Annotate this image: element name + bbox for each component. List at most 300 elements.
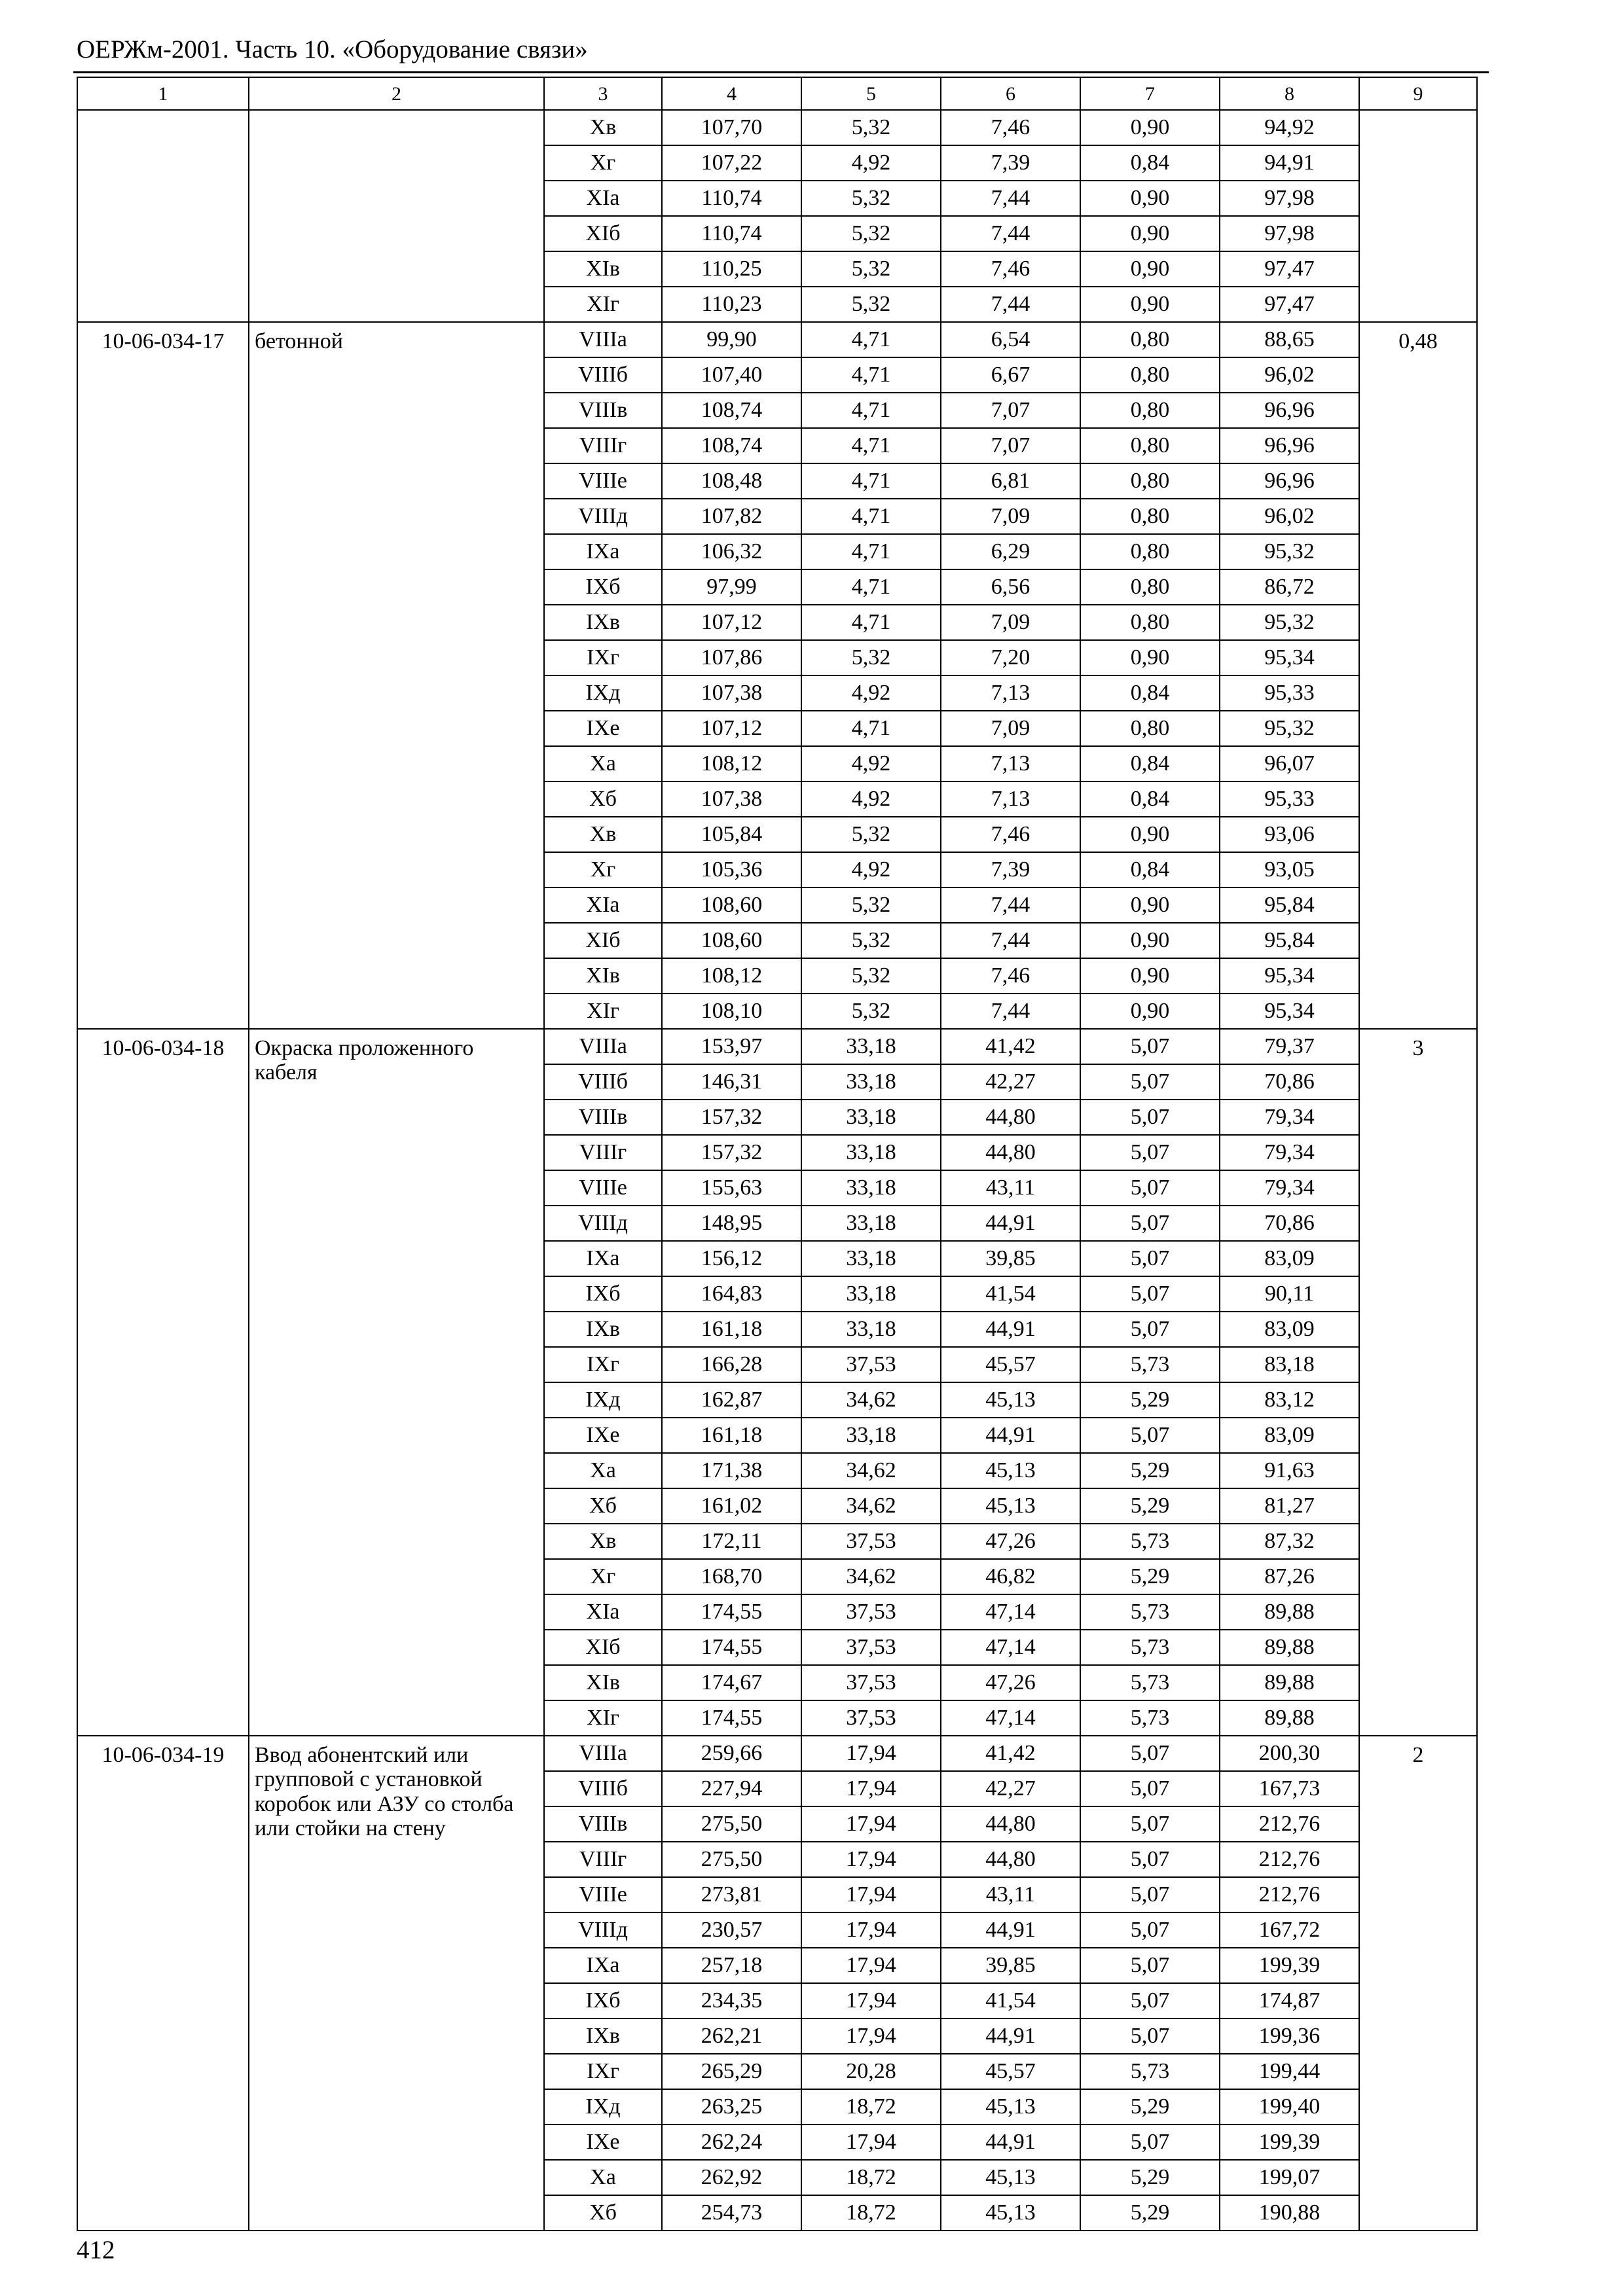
materials-cell: 87,32: [1220, 1524, 1359, 1559]
machinist-wages-cell: 0,80: [1080, 393, 1220, 428]
wages-cell: 4,71: [801, 605, 941, 640]
machine-cost-cell: 7,46: [941, 817, 1080, 852]
total-cost-cell: 108,48: [662, 463, 801, 499]
region-cell: VIIIг: [544, 428, 662, 463]
machine-cost-cell: 41,42: [941, 1029, 1080, 1064]
region-cell: VIIIв: [544, 393, 662, 428]
materials-cell: 90,11: [1220, 1276, 1359, 1312]
materials-cell: 95,34: [1220, 640, 1359, 675]
column-header: 6: [941, 77, 1080, 110]
total-cost-cell: 146,31: [662, 1064, 801, 1100]
total-cost-cell: 162,87: [662, 1382, 801, 1418]
machinist-wages-cell: 0,90: [1080, 251, 1220, 287]
machinist-wages-cell: 5,07: [1080, 1100, 1220, 1135]
column-header: 5: [801, 77, 941, 110]
materials-cell: 199,07: [1220, 2160, 1359, 2195]
materials-cell: 97,98: [1220, 216, 1359, 251]
region-cell: Xб: [544, 1488, 662, 1524]
materials-cell: 95,84: [1220, 888, 1359, 923]
machine-cost-cell: 6,56: [941, 569, 1080, 605]
machine-cost-cell: 7,07: [941, 393, 1080, 428]
materials-cell: 167,72: [1220, 1912, 1359, 1948]
materials-cell: 212,76: [1220, 1806, 1359, 1842]
machinist-wages-cell: 0,80: [1080, 569, 1220, 605]
total-cost-cell: 161,18: [662, 1312, 801, 1347]
machinist-wages-cell: 5,29: [1080, 1382, 1220, 1418]
work-name-cell: [249, 110, 544, 322]
region-cell: VIIIд: [544, 1206, 662, 1241]
materials-cell: 95,32: [1220, 534, 1359, 569]
machinist-wages-cell: 5,73: [1080, 1347, 1220, 1382]
materials-cell: 83,12: [1220, 1382, 1359, 1418]
materials-cell: 89,88: [1220, 1630, 1359, 1665]
region-cell: IXд: [544, 675, 662, 711]
machine-cost-cell: 41,54: [941, 1983, 1080, 2018]
wages-cell: 33,18: [801, 1312, 941, 1347]
wages-cell: 17,94: [801, 2018, 941, 2054]
materials-cell: 95,33: [1220, 781, 1359, 817]
materials-cell: 96,96: [1220, 463, 1359, 499]
machinist-wages-cell: 0,90: [1080, 110, 1220, 145]
region-cell: XIв: [544, 251, 662, 287]
total-cost-cell: 108,74: [662, 428, 801, 463]
wages-cell: 33,18: [801, 1064, 941, 1100]
wages-cell: 33,18: [801, 1029, 941, 1064]
wages-cell: 4,92: [801, 145, 941, 181]
total-cost-cell: 107,12: [662, 711, 801, 746]
materials-cell: 89,88: [1220, 1700, 1359, 1736]
machine-cost-cell: 7,46: [941, 251, 1080, 287]
total-cost-cell: 174,55: [662, 1700, 801, 1736]
total-cost-cell: 107,38: [662, 781, 801, 817]
wages-cell: 5,32: [801, 181, 941, 216]
machinist-wages-cell: 5,29: [1080, 1559, 1220, 1594]
total-cost-cell: 230,57: [662, 1912, 801, 1948]
region-cell: VIIIа: [544, 322, 662, 357]
total-cost-cell: 265,29: [662, 2054, 801, 2089]
machine-cost-cell: 7,46: [941, 958, 1080, 994]
machinist-wages-cell: 5,29: [1080, 1453, 1220, 1488]
labor-cost-cell: 0,48: [1359, 322, 1477, 1029]
region-cell: Xв: [544, 1524, 662, 1559]
region-cell: IXе: [544, 1418, 662, 1453]
materials-cell: 94,91: [1220, 145, 1359, 181]
wages-cell: 17,94: [801, 1842, 941, 1877]
machinist-wages-cell: 0,80: [1080, 499, 1220, 534]
machine-cost-cell: 7,07: [941, 428, 1080, 463]
machine-cost-cell: 7,20: [941, 640, 1080, 675]
wages-cell: 17,94: [801, 1806, 941, 1842]
machine-cost-cell: 47,14: [941, 1630, 1080, 1665]
total-cost-cell: 108,60: [662, 888, 801, 923]
total-cost-cell: 273,81: [662, 1877, 801, 1912]
machinist-wages-cell: 0,80: [1080, 357, 1220, 393]
machinist-wages-cell: 5,07: [1080, 1029, 1220, 1064]
region-cell: Xа: [544, 746, 662, 781]
region-cell: Xв: [544, 110, 662, 145]
total-cost-cell: 161,18: [662, 1418, 801, 1453]
region-cell: VIIIд: [544, 1912, 662, 1948]
machinist-wages-cell: 5,07: [1080, 2125, 1220, 2160]
materials-cell: 199,39: [1220, 1948, 1359, 1983]
machine-cost-cell: 6,54: [941, 322, 1080, 357]
header-rule: [73, 71, 1489, 73]
machinist-wages-cell: 0,80: [1080, 322, 1220, 357]
machine-cost-cell: 7,44: [941, 287, 1080, 322]
machinist-wages-cell: 0,90: [1080, 640, 1220, 675]
wages-cell: 37,53: [801, 1524, 941, 1559]
wages-cell: 34,62: [801, 1559, 941, 1594]
wages-cell: 5,32: [801, 216, 941, 251]
region-cell: IXе: [544, 711, 662, 746]
machinist-wages-cell: 5,07: [1080, 1206, 1220, 1241]
total-cost-cell: 157,32: [662, 1135, 801, 1170]
wages-cell: 5,32: [801, 110, 941, 145]
wages-cell: 37,53: [801, 1594, 941, 1630]
materials-cell: 200,30: [1220, 1736, 1359, 1771]
table-header: [77, 77, 1477, 110]
total-cost-cell: 262,92: [662, 2160, 801, 2195]
wages-cell: 37,53: [801, 1347, 941, 1382]
machinist-wages-cell: 5,29: [1080, 2195, 1220, 2231]
machinist-wages-cell: 5,07: [1080, 1312, 1220, 1347]
machinist-wages-cell: 5,73: [1080, 1665, 1220, 1700]
materials-cell: 95,33: [1220, 675, 1359, 711]
machinist-wages-cell: 5,07: [1080, 1241, 1220, 1276]
machine-cost-cell: 6,81: [941, 463, 1080, 499]
region-cell: Xа: [544, 2160, 662, 2195]
region-cell: VIIIг: [544, 1135, 662, 1170]
machine-cost-cell: 41,54: [941, 1276, 1080, 1312]
wages-cell: 5,32: [801, 251, 941, 287]
materials-cell: 96,07: [1220, 746, 1359, 781]
machine-cost-cell: 43,11: [941, 1170, 1080, 1206]
materials-cell: 199,40: [1220, 2089, 1359, 2125]
materials-cell: 95,34: [1220, 958, 1359, 994]
page-number: 412: [77, 2236, 115, 2264]
materials-cell: 96,96: [1220, 428, 1359, 463]
region-cell: IXе: [544, 2125, 662, 2160]
wages-cell: 4,71: [801, 499, 941, 534]
machine-cost-cell: 45,13: [941, 2089, 1080, 2125]
wages-cell: 34,62: [801, 1453, 941, 1488]
wages-cell: 17,94: [801, 1736, 941, 1771]
total-cost-cell: 110,25: [662, 251, 801, 287]
machine-cost-cell: 47,26: [941, 1665, 1080, 1700]
materials-cell: 83,09: [1220, 1312, 1359, 1347]
wages-cell: 5,32: [801, 287, 941, 322]
wages-cell: 5,32: [801, 640, 941, 675]
machine-cost-cell: 39,85: [941, 1241, 1080, 1276]
machine-cost-cell: 45,57: [941, 1347, 1080, 1382]
wages-cell: 5,32: [801, 888, 941, 923]
wages-cell: 4,71: [801, 428, 941, 463]
machine-cost-cell: 7,44: [941, 888, 1080, 923]
rates-table: [77, 77, 1478, 2231]
region-cell: VIIIа: [544, 1029, 662, 1064]
table-row: [77, 322, 1477, 357]
total-cost-cell: 263,25: [662, 2089, 801, 2125]
materials-cell: 89,88: [1220, 1665, 1359, 1700]
rate-code-cell: 10-06-034-19: [77, 1736, 249, 2231]
rate-code-cell: 10-06-034-18: [77, 1029, 249, 1736]
materials-cell: 86,72: [1220, 569, 1359, 605]
region-cell: VIIIб: [544, 357, 662, 393]
total-cost-cell: 107,86: [662, 640, 801, 675]
region-cell: VIIIа: [544, 1736, 662, 1771]
materials-cell: 81,27: [1220, 1488, 1359, 1524]
machinist-wages-cell: 5,07: [1080, 1842, 1220, 1877]
region-cell: IXг: [544, 640, 662, 675]
total-cost-cell: 110,23: [662, 287, 801, 322]
machinist-wages-cell: 0,80: [1080, 428, 1220, 463]
table-row: [77, 1029, 1477, 1064]
materials-cell: 79,37: [1220, 1029, 1359, 1064]
wages-cell: 4,71: [801, 393, 941, 428]
total-cost-cell: 107,82: [662, 499, 801, 534]
materials-cell: 97,47: [1220, 251, 1359, 287]
machine-cost-cell: 44,80: [941, 1100, 1080, 1135]
wages-cell: 33,18: [801, 1135, 941, 1170]
wages-cell: 4,92: [801, 781, 941, 817]
region-cell: VIIIв: [544, 1100, 662, 1135]
wages-cell: 17,94: [801, 1912, 941, 1948]
machinist-wages-cell: 5,07: [1080, 1806, 1220, 1842]
materials-cell: 97,98: [1220, 181, 1359, 216]
machinist-wages-cell: 5,07: [1080, 1276, 1220, 1312]
labor-cost-cell: 2: [1359, 1736, 1477, 2231]
region-cell: XIг: [544, 1700, 662, 1736]
machine-cost-cell: 7,09: [941, 711, 1080, 746]
machinist-wages-cell: 0,84: [1080, 852, 1220, 888]
machine-cost-cell: 44,80: [941, 1806, 1080, 1842]
total-cost-cell: 107,40: [662, 357, 801, 393]
machinist-wages-cell: 0,90: [1080, 181, 1220, 216]
wages-cell: 5,32: [801, 958, 941, 994]
rate-code-cell: 10-06-034-17: [77, 322, 249, 1029]
machine-cost-cell: 7,13: [941, 781, 1080, 817]
materials-cell: 91,63: [1220, 1453, 1359, 1488]
wages-cell: 4,92: [801, 675, 941, 711]
total-cost-cell: 156,12: [662, 1241, 801, 1276]
materials-cell: 199,44: [1220, 2054, 1359, 2089]
machine-cost-cell: 45,13: [941, 1382, 1080, 1418]
region-cell: XIа: [544, 181, 662, 216]
machine-cost-cell: 7,44: [941, 994, 1080, 1029]
region-cell: VIIIе: [544, 1170, 662, 1206]
wages-cell: 4,71: [801, 357, 941, 393]
machinist-wages-cell: 0,84: [1080, 781, 1220, 817]
wages-cell: 4,92: [801, 852, 941, 888]
machinist-wages-cell: 5,07: [1080, 1948, 1220, 1983]
region-cell: IXв: [544, 605, 662, 640]
machinist-wages-cell: 0,90: [1080, 994, 1220, 1029]
materials-cell: 79,34: [1220, 1135, 1359, 1170]
materials-cell: 94,92: [1220, 110, 1359, 145]
machinist-wages-cell: 0,80: [1080, 463, 1220, 499]
machinist-wages-cell: 0,80: [1080, 605, 1220, 640]
region-cell: IXб: [544, 1983, 662, 2018]
machinist-wages-cell: 0,90: [1080, 958, 1220, 994]
region-cell: XIб: [544, 216, 662, 251]
total-cost-cell: 108,10: [662, 994, 801, 1029]
region-cell: IXд: [544, 1382, 662, 1418]
region-cell: Xг: [544, 852, 662, 888]
machine-cost-cell: 7,44: [941, 216, 1080, 251]
materials-cell: 199,39: [1220, 2125, 1359, 2160]
machinist-wages-cell: 5,07: [1080, 1170, 1220, 1206]
materials-cell: 174,87: [1220, 1983, 1359, 2018]
total-cost-cell: 234,35: [662, 1983, 801, 2018]
region-cell: IXа: [544, 1241, 662, 1276]
machine-cost-cell: 45,13: [941, 2195, 1080, 2231]
machine-cost-cell: 7,13: [941, 675, 1080, 711]
machine-cost-cell: 42,27: [941, 1771, 1080, 1806]
wages-cell: 4,92: [801, 746, 941, 781]
machinist-wages-cell: 0,80: [1080, 711, 1220, 746]
materials-cell: 70,86: [1220, 1206, 1359, 1241]
machinist-wages-cell: 0,84: [1080, 675, 1220, 711]
region-cell: IXд: [544, 2089, 662, 2125]
wages-cell: 33,18: [801, 1100, 941, 1135]
materials-cell: 93,05: [1220, 852, 1359, 888]
total-cost-cell: 99,90: [662, 322, 801, 357]
total-cost-cell: 155,63: [662, 1170, 801, 1206]
region-cell: Xа: [544, 1453, 662, 1488]
materials-cell: 212,76: [1220, 1842, 1359, 1877]
total-cost-cell: 257,18: [662, 1948, 801, 1983]
materials-cell: 96,96: [1220, 393, 1359, 428]
total-cost-cell: 259,66: [662, 1736, 801, 1771]
machine-cost-cell: 7,39: [941, 852, 1080, 888]
machine-cost-cell: 42,27: [941, 1064, 1080, 1100]
machine-cost-cell: 39,85: [941, 1948, 1080, 1983]
wages-cell: 5,32: [801, 817, 941, 852]
region-cell: XIв: [544, 958, 662, 994]
wages-cell: 4,71: [801, 463, 941, 499]
materials-cell: 190,88: [1220, 2195, 1359, 2231]
region-cell: VIIIв: [544, 1806, 662, 1842]
region-cell: XIв: [544, 1665, 662, 1700]
region-cell: Xб: [544, 781, 662, 817]
total-cost-cell: 108,74: [662, 393, 801, 428]
machine-cost-cell: 43,11: [941, 1877, 1080, 1912]
materials-cell: 96,02: [1220, 499, 1359, 534]
machinist-wages-cell: 0,90: [1080, 888, 1220, 923]
work-name-cell: бетонной: [249, 322, 544, 1029]
total-cost-cell: 161,02: [662, 1488, 801, 1524]
machinist-wages-cell: 5,29: [1080, 1488, 1220, 1524]
labor-cost-cell: 3: [1359, 1029, 1477, 1736]
materials-cell: 93,06: [1220, 817, 1359, 852]
total-cost-cell: 174,55: [662, 1630, 801, 1665]
column-header: 2: [249, 77, 544, 110]
machine-cost-cell: 7,39: [941, 145, 1080, 181]
page-header-title: ОЕРЖм-2001. Часть 10. «Оборудование связи»: [77, 35, 588, 63]
total-cost-cell: 105,84: [662, 817, 801, 852]
region-cell: IXг: [544, 2054, 662, 2089]
machine-cost-cell: 44,91: [941, 1312, 1080, 1347]
machine-cost-cell: 44,80: [941, 1842, 1080, 1877]
materials-cell: 95,34: [1220, 994, 1359, 1029]
machine-cost-cell: 7,46: [941, 110, 1080, 145]
materials-cell: 70,86: [1220, 1064, 1359, 1100]
region-cell: VIIIб: [544, 1064, 662, 1100]
column-header: 1: [77, 77, 249, 110]
region-cell: IXб: [544, 1276, 662, 1312]
machine-cost-cell: 44,91: [941, 2018, 1080, 2054]
machine-cost-cell: 7,13: [941, 746, 1080, 781]
machine-cost-cell: 41,42: [941, 1736, 1080, 1771]
machinist-wages-cell: 5,73: [1080, 1524, 1220, 1559]
column-header: 8: [1220, 77, 1359, 110]
machinist-wages-cell: 0,90: [1080, 923, 1220, 958]
machinist-wages-cell: 5,07: [1080, 1418, 1220, 1453]
machinist-wages-cell: 5,07: [1080, 1736, 1220, 1771]
total-cost-cell: 174,55: [662, 1594, 801, 1630]
wages-cell: 20,28: [801, 2054, 941, 2089]
materials-cell: 83,09: [1220, 1418, 1359, 1453]
wages-cell: 34,62: [801, 1382, 941, 1418]
rate-code-cell: [77, 110, 249, 322]
table-body: [77, 110, 1477, 2231]
machine-cost-cell: 47,14: [941, 1594, 1080, 1630]
machine-cost-cell: 6,67: [941, 357, 1080, 393]
machinist-wages-cell: 5,73: [1080, 1630, 1220, 1665]
total-cost-cell: 107,38: [662, 675, 801, 711]
table-row: [77, 110, 1477, 145]
machinist-wages-cell: 5,29: [1080, 2089, 1220, 2125]
machinist-wages-cell: 0,90: [1080, 216, 1220, 251]
wages-cell: 17,94: [801, 1877, 941, 1912]
total-cost-cell: 105,36: [662, 852, 801, 888]
total-cost-cell: 164,83: [662, 1276, 801, 1312]
wages-cell: 33,18: [801, 1276, 941, 1312]
wages-cell: 17,94: [801, 1983, 941, 2018]
total-cost-cell: 275,50: [662, 1806, 801, 1842]
total-cost-cell: 107,22: [662, 145, 801, 181]
column-header: 7: [1080, 77, 1220, 110]
region-cell: VIIIд: [544, 499, 662, 534]
materials-cell: 167,73: [1220, 1771, 1359, 1806]
total-cost-cell: 174,67: [662, 1665, 801, 1700]
total-cost-cell: 157,32: [662, 1100, 801, 1135]
machinist-wages-cell: 5,29: [1080, 2160, 1220, 2195]
materials-cell: 96,02: [1220, 357, 1359, 393]
wages-cell: 37,53: [801, 1665, 941, 1700]
materials-cell: 95,84: [1220, 923, 1359, 958]
wages-cell: 18,72: [801, 2089, 941, 2125]
labor-cost-cell: [1359, 110, 1477, 322]
region-cell: IXб: [544, 569, 662, 605]
machinist-wages-cell: 0,84: [1080, 746, 1220, 781]
machinist-wages-cell: 5,07: [1080, 1912, 1220, 1948]
machine-cost-cell: 47,14: [941, 1700, 1080, 1736]
region-cell: XIг: [544, 287, 662, 322]
wages-cell: 4,71: [801, 322, 941, 357]
region-cell: Xг: [544, 1559, 662, 1594]
region-cell: IXг: [544, 1347, 662, 1382]
wages-cell: 4,71: [801, 711, 941, 746]
machine-cost-cell: 46,82: [941, 1559, 1080, 1594]
total-cost-cell: 166,28: [662, 1347, 801, 1382]
total-cost-cell: 108,60: [662, 923, 801, 958]
region-cell: VIIIб: [544, 1771, 662, 1806]
machine-cost-cell: 7,44: [941, 923, 1080, 958]
materials-cell: 83,18: [1220, 1347, 1359, 1382]
machinist-wages-cell: 5,07: [1080, 2018, 1220, 2054]
wages-cell: 5,32: [801, 923, 941, 958]
